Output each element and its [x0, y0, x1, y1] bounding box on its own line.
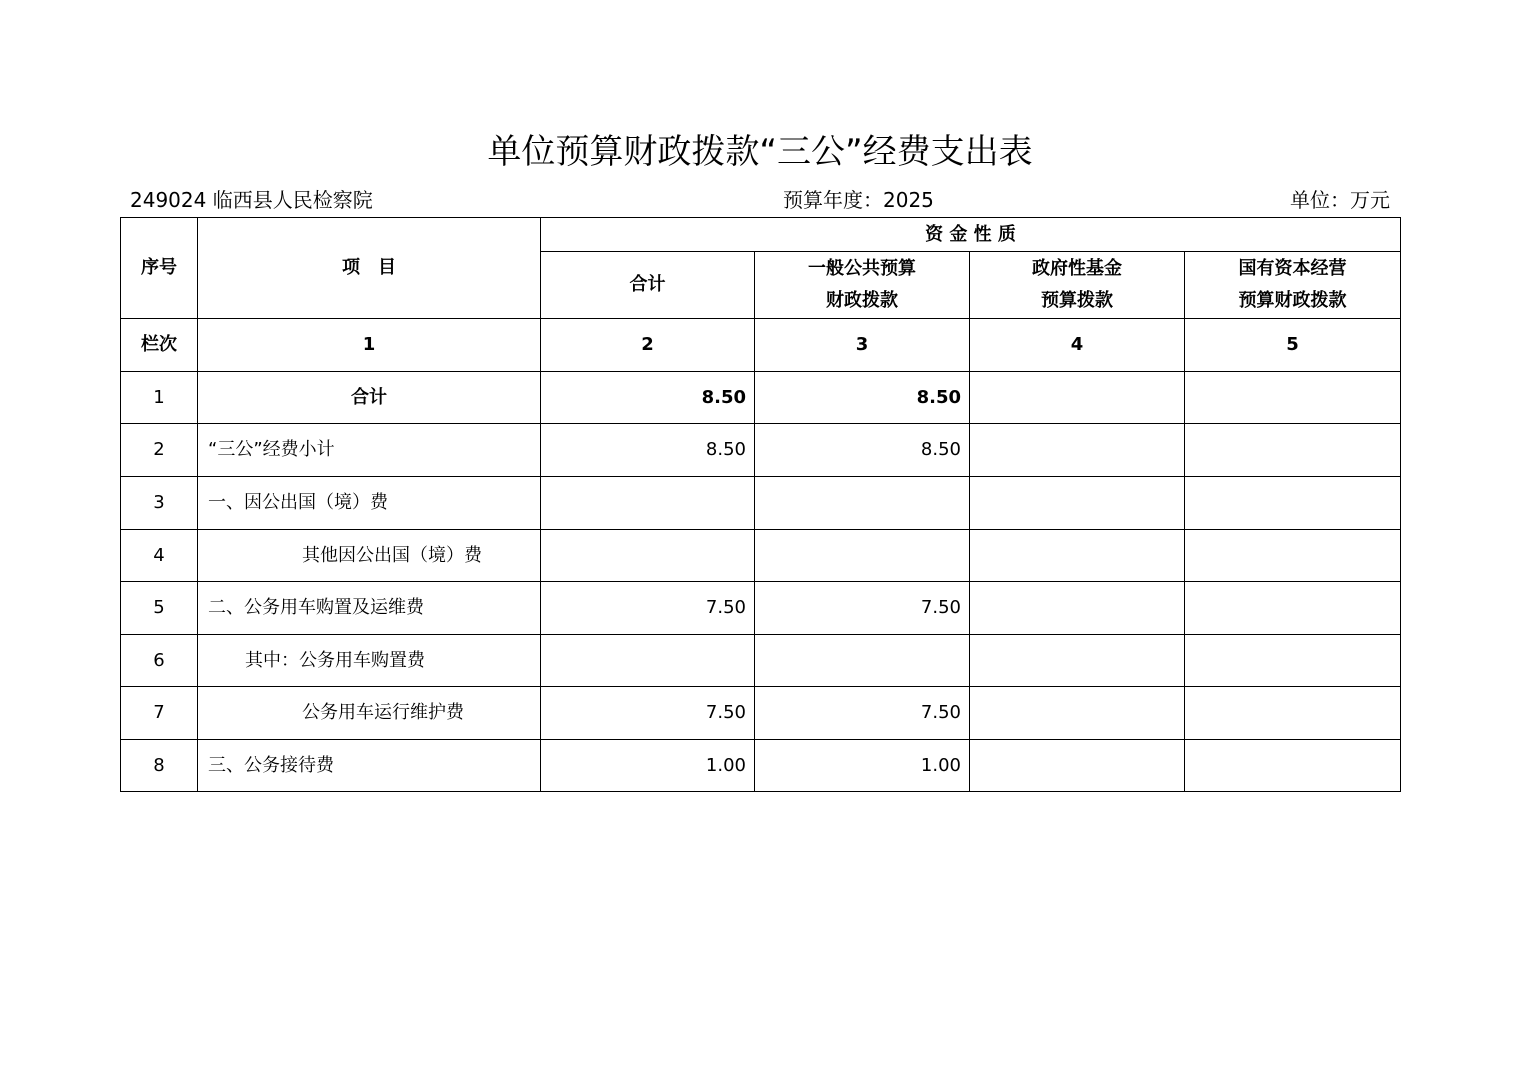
row-general: 7.50 — [755, 687, 970, 740]
header-seq: 序号 — [121, 218, 198, 319]
column-index-2: 2 — [541, 319, 755, 372]
row-gov-fund — [970, 687, 1185, 740]
table-row — [121, 372, 1401, 424]
row-item: 其中：公务用车购置费 — [198, 635, 541, 687]
row-state-capital — [1185, 424, 1401, 477]
row-general: 7.50 — [755, 582, 970, 635]
row-item: 二、公务用车购置及运维费 — [198, 582, 541, 635]
column-index-row — [121, 319, 1401, 372]
header-col-gov-fund-line2: 预算拨款 — [1041, 290, 1113, 311]
row-state-capital — [1185, 687, 1401, 740]
budget-year: 预算年度：2025 — [783, 188, 934, 212]
header-item: 项 目 — [198, 218, 541, 319]
row-total: 7.50 — [541, 687, 755, 740]
row-total — [541, 477, 755, 530]
header-col-state-capital-line1: 国有资本经营 — [1238, 258, 1347, 279]
row-seq: 7 — [121, 687, 198, 740]
row-state-capital — [1185, 530, 1401, 582]
expense-table — [120, 217, 1401, 792]
row-general — [755, 635, 970, 687]
row-general: 8.50 — [755, 372, 970, 424]
header-col-state-capital — [1185, 252, 1401, 319]
row-item: 三、公务接待费 — [198, 740, 541, 792]
column-index-4: 4 — [970, 319, 1185, 372]
row-item: “三公”经费小计 — [198, 424, 541, 477]
row-total — [541, 530, 755, 582]
row-state-capital — [1185, 635, 1401, 687]
header-col-general-line1: 一般公共预算 — [808, 258, 916, 279]
header-col-general — [755, 252, 970, 319]
unit-name: 249024 临西县人民检察院 — [130, 188, 373, 212]
row-general — [755, 477, 970, 530]
row-general: 8.50 — [755, 424, 970, 477]
row-item: 其他因公出国（境）费 — [198, 530, 541, 582]
row-seq: 8 — [121, 740, 198, 792]
page-title: 单位预算财政拨款“三公”经费支出表 — [487, 132, 1033, 172]
row-total: 1.00 — [541, 740, 755, 792]
row-gov-fund — [970, 740, 1185, 792]
row-gov-fund — [970, 424, 1185, 477]
row-item: 公务用车运行维护费 — [198, 687, 541, 740]
row-gov-fund — [970, 372, 1185, 424]
row-general: 1.00 — [755, 740, 970, 792]
row-item: 合计 — [198, 372, 541, 424]
table-row — [121, 424, 1401, 477]
header-col-gov-fund — [970, 252, 1185, 319]
table-row — [121, 687, 1401, 740]
row-total: 7.50 — [541, 582, 755, 635]
row-seq: 1 — [121, 372, 198, 424]
header-col-gov-fund-line1: 政府性基金 — [1032, 258, 1122, 279]
column-index-label: 栏次 — [121, 319, 198, 372]
row-state-capital — [1185, 582, 1401, 635]
row-gov-fund — [970, 530, 1185, 582]
header-col-general-line2: 财政拨款 — [826, 290, 898, 311]
row-general — [755, 530, 970, 582]
table-row — [121, 582, 1401, 635]
column-index-5: 5 — [1185, 319, 1401, 372]
table-row — [121, 530, 1401, 582]
header-row-1 — [121, 218, 1401, 252]
row-state-capital — [1185, 740, 1401, 792]
row-gov-fund — [970, 582, 1185, 635]
column-index-3: 3 — [755, 319, 970, 372]
row-gov-fund — [970, 635, 1185, 687]
currency-unit: 单位：万元 — [1290, 188, 1390, 212]
header-fund-nature: 资 金 性 质 — [541, 218, 1401, 252]
header-col-total: 合计 — [541, 252, 755, 319]
table-row — [121, 477, 1401, 530]
row-total — [541, 635, 755, 687]
row-item: 一、因公出国（境）费 — [198, 477, 541, 530]
row-state-capital — [1185, 477, 1401, 530]
header-col-state-capital-line2: 预算财政拨款 — [1238, 290, 1347, 311]
row-total: 8.50 — [541, 424, 755, 477]
row-seq: 3 — [121, 477, 198, 530]
column-index-1: 1 — [198, 319, 541, 372]
row-total: 8.50 — [541, 372, 755, 424]
row-gov-fund — [970, 477, 1185, 530]
table-row — [121, 740, 1401, 792]
row-state-capital — [1185, 372, 1401, 424]
row-seq: 4 — [121, 530, 198, 582]
row-seq: 5 — [121, 582, 198, 635]
row-seq: 2 — [121, 424, 198, 477]
row-seq: 6 — [121, 635, 198, 687]
table-row — [121, 635, 1401, 687]
